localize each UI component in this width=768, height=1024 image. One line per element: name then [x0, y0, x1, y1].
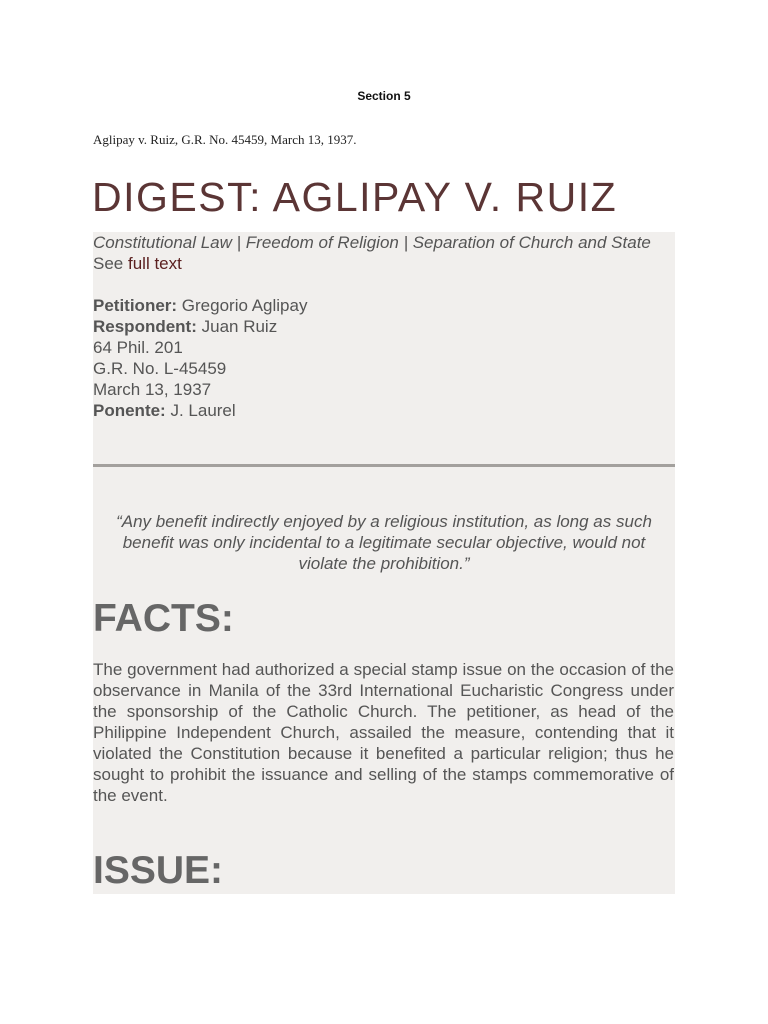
section-divider — [93, 464, 675, 467]
facts-heading: FACTS: — [93, 597, 234, 640]
issue-heading: ISSUE: — [93, 849, 224, 892]
petitioner-row — [93, 295, 675, 316]
respondent-label: Respondent: — [93, 317, 197, 336]
reporter-citation: 64 Phil. 201 — [93, 338, 183, 357]
respondent-value: Juan Ruiz — [196, 317, 278, 336]
case-meta — [93, 232, 675, 421]
gr-number: G.R. No. L-45459 — [93, 359, 227, 378]
decision-date: March 13, 1937 — [93, 380, 212, 399]
petitioner-value: Gregorio Aglipay — [177, 296, 308, 315]
digest-content-box — [93, 232, 675, 894]
section-heading: Section 5 — [357, 89, 411, 103]
see-prefix: See — [93, 254, 128, 273]
facts-body: The government had authorized a special stamp issue on the occasion of the observance in Manila of the 33rd International Eucharistic Congress under the sponsorship of the Catholic Church. The petitioner, as head of the Philippine Independent Church, assailed the measure, contending that it violated the Constitution because it benefited a particular religion; thus he sought to prohibit the issuance and selling of the stamps commemorative of the event. — [93, 660, 674, 805]
see-full-text-line — [93, 253, 675, 274]
ponente-value: J. Laurel — [165, 401, 236, 420]
digest-title: DIGEST: AGLIPAY V. RUIZ — [92, 174, 618, 220]
full-text-link[interactable]: full text — [127, 254, 182, 273]
petitioner-label: Petitioner: — [93, 296, 178, 315]
ponente-label: Ponente: — [93, 401, 166, 420]
case-categories: Constitutional Law | Freedom of Religion | Separation of Church and State — [93, 233, 651, 252]
doctrine-quote: “Any benefit indirectly enjoyed by a religious institution, as long as such benefit was only incidental to a legitimate secular objective, would not violate the prohibition.” — [116, 512, 652, 573]
respondent-row — [93, 316, 675, 337]
ponente-row — [93, 400, 675, 421]
case-citation: Aglipay v. Ruiz, G.R. No. 45459, March 13, 1937. — [93, 132, 357, 147]
